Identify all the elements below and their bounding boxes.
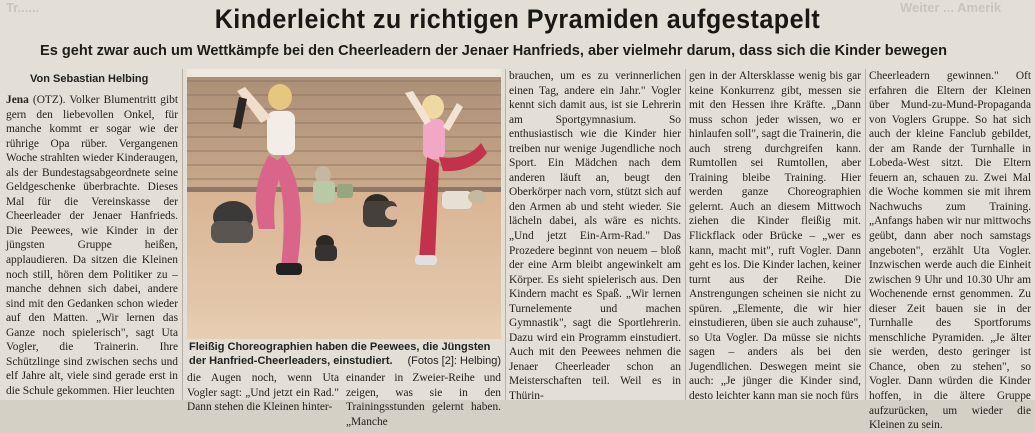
byline: Von Sebastian Helbing xyxy=(30,73,149,85)
column-divider xyxy=(505,69,506,400)
bleed-through-text-left: Tr...... xyxy=(6,0,40,15)
article-column-1 xyxy=(6,93,178,400)
article-column-4: brauchen, um es zu verinnerlichen einen Tag, andere ein Jahr." Vogler kennt sich damit aus, ist sie Lehrerin am Sportgymnasium. So enthusiastisch wie die Kinder hier treiben nur wenige Jugendliche noch Sport. Ein Mädchen nach dem anderen läuft an, beugt den Oberkörper nach vorn, stützt sich auf den Armen ab und steht wieder. Sie lächeln dabei, als wäre es nichts. „Und jetzt Ein-Arm-Rad." Das Prozedere beginnt von neuem – bloß der eine Arm bleibt angewinkelt am Körper. Es sieht spielerisch aus. Den Kindern macht es Spaß. „Wir lernen Turnelemente und machen Gymnastik", sagt die Sportlehrerin. Dazu wird ein Programm einstudiert. Auch mit den Peewees nehmen die Jenaer Cheerleader schon an Meisterschaften teil. Weil es in Thürin- xyxy=(509,70,681,403)
column-1-text: (OTZ). Volker Blumentritt gibt gern den liebevollen Onkel, für manche kommt er sogar wie der rührige Opa rüber. Vergangenen Woche strahlten wieder Kinderaugen, als der Bundestagsabgeordnete seine Geldgeschenke überbrachte. Dieses Mal für die Vereinskasse der Cheerleader der Jenaer Hanfrieds. Die Peewees, wie Kinder in der jüngsten Gruppe heißen, applaudieren. Da sitzen die Kleinen noch still, hören dem Politiker zu – manche dehnen sich dabei, andere sind mit den Gedanken schon wieder auf den Matten. „Wir lernen das Ganze noch spielerisch", sagt Uta Vogler, die Trainerin. Ihre Schützlinge sind zwischen sechs und elf Jahre alt, viele sind gerade erst in die Schule gekommen. Hier leuchten xyxy=(6,94,178,397)
headline: Kinderleicht zu richtigen Pyramiden aufgestapelt xyxy=(214,4,821,34)
article-column-5: gen in der Altersklasse wenig bis gar keine Konkurrenz gibt, messen sie mit den Hessen ihre Kräfte. „Dann muss schon jeder wissen, wo er hinlaufen soll", sagt die Trainerin, die auch streng durchgreifen kann. Rumtollen sei Rumtollen, aber Training bleibe Training. Hier werden ganze Choreographien gelernt. Auch an diesem Mittwoch ziehen die Kinder fleißig mit. Flickflack oder Brücke – „wer es kann, macht mit", ruft Vogler. Dann geht es los. Die Kinder lachen, keiner turnt aus der Reihe. Die Anstrengungen scheinen sie nicht zu spüren. „Elemente, die wir hier einstudieren, üben sie auch zuhause", so Uta Vogler. Da müsse sie nichts sagen – anders als bei den Jugendlichen. Deswegen meint sie auch: „Je jünger die Kinder sind, desto leichter kann man sie noch fürs xyxy=(689,70,862,403)
column-divider xyxy=(685,69,686,400)
cheerleader-kids-photo xyxy=(187,69,501,339)
article-photo xyxy=(187,69,501,339)
article-column-3: einander in Zweier-Reihe und zeigen, was sie in den Trainingsstunden gelernt haben. „Manche xyxy=(346,372,501,428)
column-divider xyxy=(865,69,866,400)
subheadline: Es geht zwar auch um Wettkämpfe bei den Cheerleadern der Jenaer Hanfrieds, aber vielmehr darum, dass sich die Kinder bewegen xyxy=(40,42,947,59)
photo-credit: (Fotos [2]: Helbing) xyxy=(407,355,501,367)
photo-caption-text: Fleißig Choreographien haben die Peewees, die Jüngsten der Hanfried-Cheerleaders, einstudiert. xyxy=(189,341,491,367)
column-divider xyxy=(182,69,183,400)
photo-caption xyxy=(189,340,501,368)
article-column-6: Cheerleadern gewinnen." Oft erfahren die Eltern der Kleinen über Mund-zu-Mund-Propaganda von Voglers Gruppe. So hat sich auch der kleine Fanclub gebildet, der am Rande der Turnhalle in Lobeda-West sitzt. Die Eltern feuern an, schauen zu. Zwei Mal die Woche kommen sie mit ihrem Nachwuchs zum Training. „Anfangs haben wir nur mittwochs geübt, dann aber noch samstags angeboten", erzählt Uta Vogler. Inzwischen werde auch die Einheit zwischen 9 Uhr und 10.30 Uhr am Wochenende ernst genommen. Zu dieser Zeit bauen sie in der Turnhalle des Sportforums menschliche Pyramiden. „Je älter sie werden, desto geringer ist Chance, oben zu stehen", so Vogler. Dann würden die Kinder hoffen, in die ältere Gruppe aufzurücken, um wieder die Kleinen zu sein. xyxy=(869,70,1031,432)
article-column-2: die Augen noch, wenn Uta Vogler sagt: „Und jetzt ein Rad." Dann stehen die Kleinen hinter- xyxy=(187,372,339,414)
dateline-city: Jena xyxy=(6,94,29,106)
bleed-through-text-right: Weiter ... Amerik xyxy=(900,0,1002,15)
